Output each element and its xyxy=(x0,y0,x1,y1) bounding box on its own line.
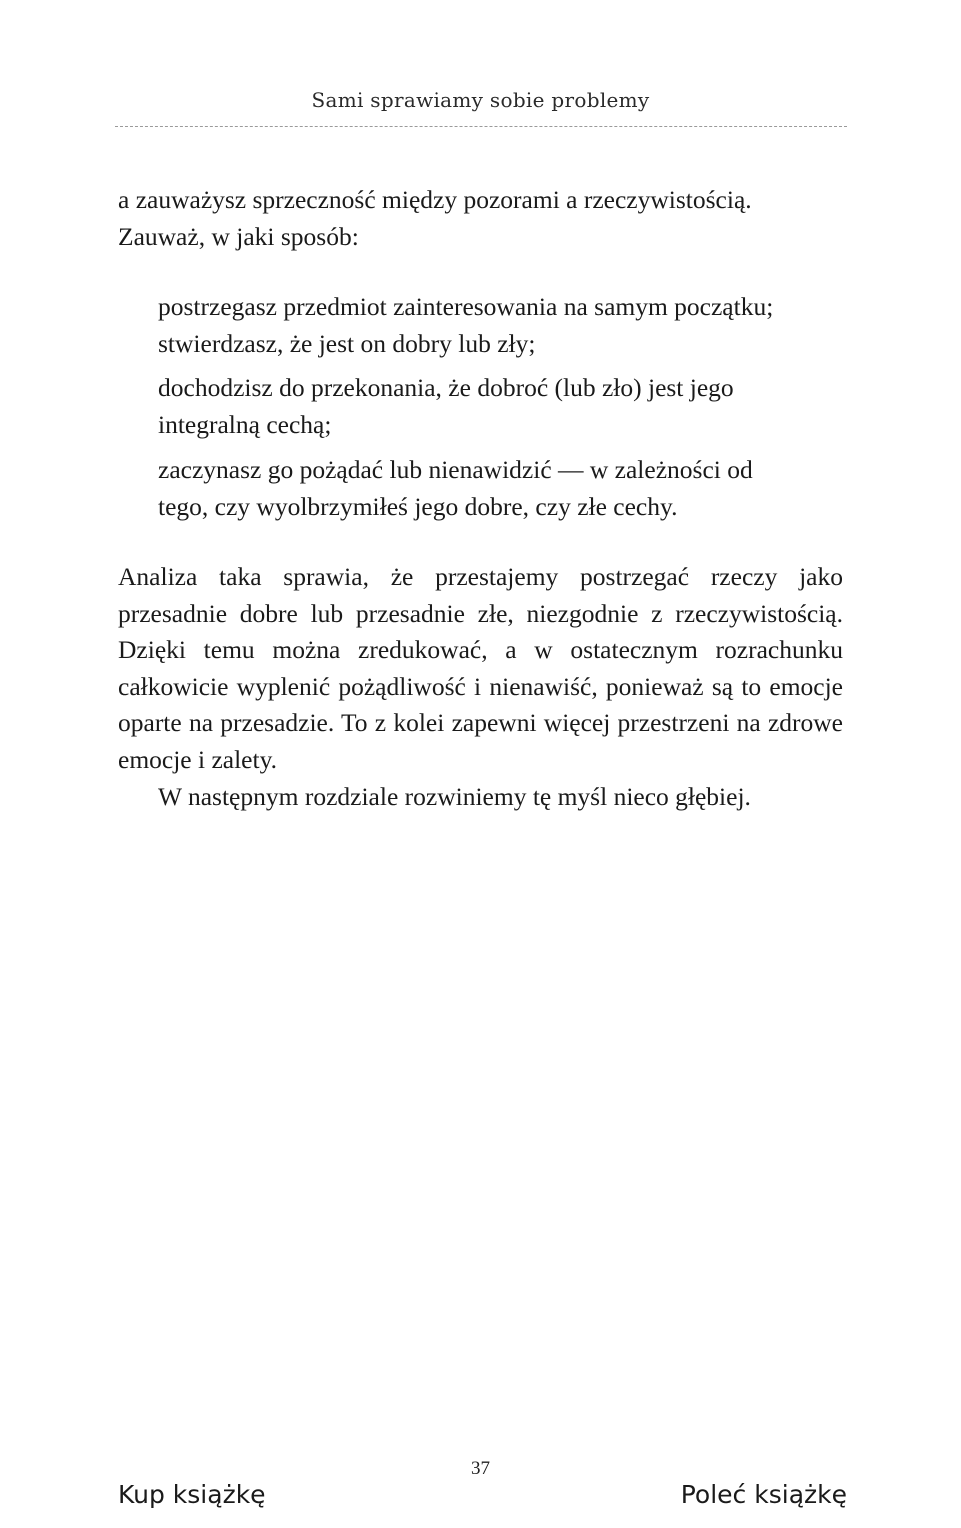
recommend-book-link[interactable]: Poleć książkę xyxy=(680,1480,847,1509)
buy-book-link[interactable]: Kup książkę xyxy=(118,1480,266,1509)
list-item: dochodzisz do przekonania, że dobroć (lub zło) jest jego integralną cechą; xyxy=(158,373,734,439)
header-divider xyxy=(115,126,847,127)
paragraph-3: W następnym rozdziale rozwiniemy tę myśl nieco głębiej. xyxy=(158,782,751,811)
page-number: 37 xyxy=(471,1458,490,1479)
list-item: postrzegasz przedmiot zainteresowania na samym początku; stwierdzasz, że jest on dobry lub zły; xyxy=(158,292,774,358)
paragraph-2: Analiza taka sprawia, że przestajemy postrzegać rzeczy jako przesadnie dobre lub przesadnie złe, niezgodnie z rzeczywistością. Dzięki temu można zredukować, a w ostatecznym rozrachunku całkowicie wyplenić pożądliwość i nienawiść, ponieważ są to emocje oparte na przesadzie. To z kolei zapewni więcej przestrzeni na zdrowe emocje i zalety. xyxy=(118,562,843,774)
running-title: Sami sprawiamy sobie problemy xyxy=(311,88,650,112)
paragraph-1: a zauważysz sprzeczność między pozorami a rzeczywistością. Zauważ, w jaki sposób: xyxy=(118,185,752,251)
list-item: zaczynasz go pożądać lub nienawidzić — w zależności od tego, czy wyolbrzymiłeś jego dobre, czy złe cechy. xyxy=(158,455,753,521)
